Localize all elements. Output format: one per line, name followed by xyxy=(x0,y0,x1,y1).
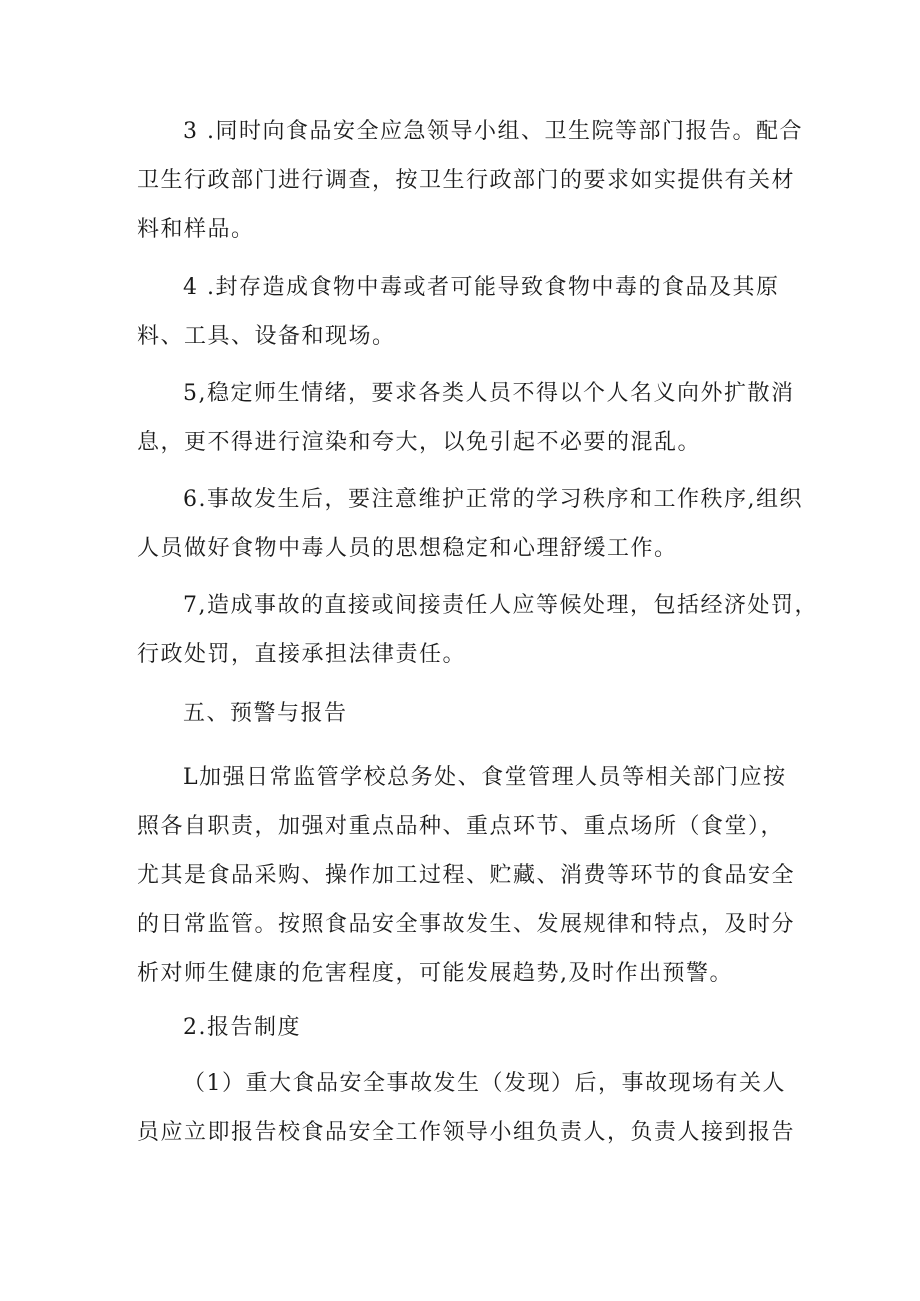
paragraph-line: 7,造成事故的直接或间接责任人应等候处理，包括经济处罚， xyxy=(183,593,818,618)
paragraph-item-7 xyxy=(137,588,818,673)
paragraph-line: 卫生行政部门进行调查，按卫生行政部门的要求如实提供有关材 xyxy=(137,168,796,193)
paragraph-line: 人员做好食物中毒人员的思想稳定和心理舒缓工作。 xyxy=(137,536,678,561)
paragraph-line: 5,稳定师生情绪，要求各类人员不得以个人名义向外扩散消 xyxy=(183,381,795,406)
section-heading xyxy=(137,696,797,732)
paragraph-line: 尤其是食品采购、操作加工过程、贮藏、消费等环节的食品安全 xyxy=(137,863,796,888)
paragraph-line: 6.事故发生后，要注意维护正常的学习秩序和工作秩序,组织 xyxy=(183,487,803,512)
paragraph-item-5 xyxy=(137,376,797,461)
section-heading-text: 五、预警与报告 xyxy=(183,701,348,726)
paragraph-line: 行政处罚，直接承担法律责任。 xyxy=(137,642,467,667)
paragraph-item-1 xyxy=(137,1066,797,1151)
paragraph-line: 员应立即报告校食品安全工作领导小组负责人，负责人接到报告 xyxy=(137,1120,796,1145)
paragraph-item-l xyxy=(137,760,797,992)
paragraph-line: 息，更不得进行渲染和夸大，以免引起不必要的混乱。 xyxy=(137,430,702,455)
paragraph-line: （1）重大食品安全事故发生（发现）后，事故现场有关人 xyxy=(183,1071,786,1096)
paragraph-line: 照各自职责，加强对重点品种、重点环节、重点场所（食堂）， xyxy=(137,814,785,839)
paragraph-line: 析对师生健康的危害程度，可能发展趋势,及时作出预警。 xyxy=(137,961,733,986)
paragraph-line: 4 .封存造成食物中毒或者可能导致食物中毒的食品及其原 xyxy=(183,275,780,300)
paragraph-line: 料和样品。 xyxy=(137,217,255,242)
paragraph-item-4 xyxy=(137,270,797,355)
paragraph-line: 料、工具、设备和现场。 xyxy=(137,324,396,349)
subsection-heading xyxy=(137,1010,797,1046)
paragraph-line: L加强日常监管学校总务处、食堂管理人员等相关部门应按 xyxy=(183,765,787,790)
paragraph-item-6 xyxy=(137,482,803,567)
subsection-heading-text: 2.报告制度 xyxy=(183,1015,301,1040)
paragraph-line: 3 .同时向食品安全应急领导小组、卫生院等部门报告。配合 xyxy=(183,119,803,144)
paragraph-item-3 xyxy=(137,114,803,248)
paragraph-line: 的日常监管。按照食品安全事故发生、发展规律和特点，及时分 xyxy=(137,912,796,937)
